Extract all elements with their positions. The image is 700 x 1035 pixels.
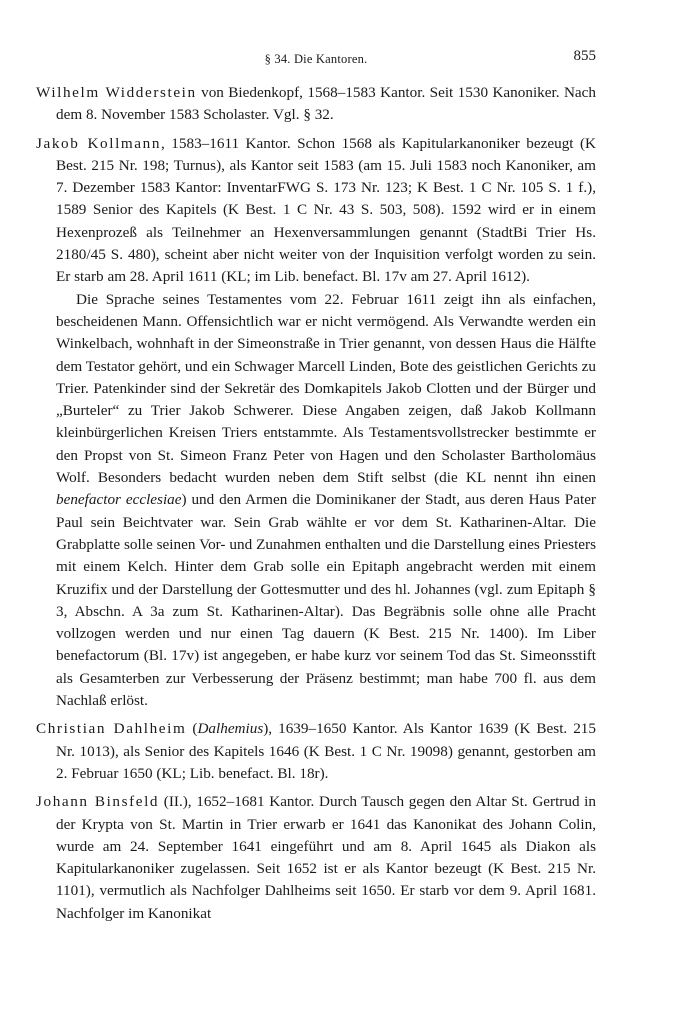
page-number: 855 [573,48,596,64]
entry-kollmann [36,133,596,289]
entry-name: Christian Dahlheim [36,720,187,738]
entry-italic-text: Dalhemius [197,720,264,738]
entry-text: (II.), 1652–1681 Kantor. Durch Tausch gegen den Altar St. Gertrud in der Krypta von St. Martin in Trier erwarb er 1641 das Kanonikat des Johann Colin, wurde am 24. September 1641 eingeführt und am 8. April 1645 als Diakon als Kapitularkanoniker zugelassen. Seit 1652 ist er als Kantor bezeugt (K Best. 215 Nr. 1101), vermutlich als Nachfolger Dahlheims seit 1650. Er starb vor dem 9. April 1681. Nachfolger im Kanonikat [56,793,596,922]
page-header [36,48,596,70]
entry-dahlheim [36,718,596,785]
entry-kollmann-continuation [36,289,596,713]
entry-name: Jakob Kollmann [36,134,162,152]
entry-name: Wilhelm Widderstein [36,84,197,101]
entry-text: von Biedenkopf, 1568–1583 Kantor. Seit 1530 Kanoniker. Nach dem 8. November 1583 Scholaster. Vgl. § 32. [56,84,596,124]
page-body [36,82,596,931]
entry-text: , 1583–1611 Kantor. Schon 1568 als Kapitularkanoniker bezeugt (K Best. 215 Nr. 198; Turnus), als Kantor seit 1583 (am 15. Juli 1583 noch Kanoniker, am 7. Dezember 1583 Kantor: InventarFWG S. 173 Nr. 123; K Best. 1 C Nr. 105 S. 1 f.), 1589 Senior des Kapitels (K Best. 1 C Nr. 43 S. 503, 508). 1592 wird er in einem Hexenprozeß als Teilnehmer an Hexenversammlungen genannt (StadtBi Trier Hs. 2180/45 S. 480), scheint aber nicht weiter von der Inquisition verfolgt worden zu sein. Er starb am 28. April 1611 (KL; im Lib. benefact. Bl. 17v am 27. April 1612). [56,134,596,286]
running-head: § 34. Die Kantoren. [264,52,368,66]
entry-binsfeld [36,791,596,925]
entry-widderstein [36,82,596,127]
entry-text: ), 1639–1650 Kantor. Als Kantor 1639 (K Best. 215 Nr. 1013), als Senior des Kapitels 1646 (K Best. 1 C Nr. 19098) genannt, gestorben am 2. Februar 1650 (KL; Lib. benefact. Bl. 18r). [56,720,596,782]
entry-italic-text: benefactor ecclesiae [56,491,182,509]
entry-text: Die Sprache seines Testamentes vom 22. Februar 1611 zeigt ihn als einfachen, bescheidenen Mann. Offensichtlich war er nicht vermögend. Als Verwandte werden ein Winkelbach, wohnhaft in der Simeonstraße in Trier genannt, von dessen Haus die Hälfte dem Testator gehört, und ein Schwager Marcell Linden, Bote des geistlichen Gerichts zu Trier. Patenkinder sind der Sekretär des Domkapitels Jakob Clotten und der Bürger und „Burteler“ zu Trier Jakob Schwerer. Diese Angaben zeigen, daß Jakob Kollmann kleinbürgerlichen Kreisen Triers entstammte. Als Testamentsvollstrecker bestimmte er den Propst von St. Simeon Franz Peter von Hagen und den Scholaster Bartholomäus Wolf. Besonders bedacht wurden neben dem Stift selbst (die KL nennt ihn einen [56,290,596,487]
entry-text: ( [186,720,198,738]
entry-name: Johann Binsfeld [36,793,160,811]
entry-text: ) und den Armen die Dominikaner der Stadt, aus deren Haus Pater Paul sein Beichtvater war. Sein Grab wählte er vor dem St. Katharinen-Altar. Die Grabplatte solle seinen Vor- und Zunahmen enthalten und die Darstellung eines Priesters mit einem Kelch. Hinter dem Grab solle ein Epitaph angebracht werden mit einem Kruzifix und der Darstellung der Gottesmutter und des hl. Johannes (vgl. zum Epitaph § 3, Abschn. A 3a zum St. Katharinen-Altar). Das Begräbnis solle ohne alle Pracht vollzogen werden und nur einen Tag dauern (K Best. 215 Nr. 1400). Im Liber benefactorum (Bl. 17v) ist angegeben, er habe kurz vor seinem Tod das St. Simeonsstift als Gesamterben zur Verbesserung der Präsenz bestimmt; man habe 700 fl. aus dem Nachlaß erlöst. [56,491,596,710]
